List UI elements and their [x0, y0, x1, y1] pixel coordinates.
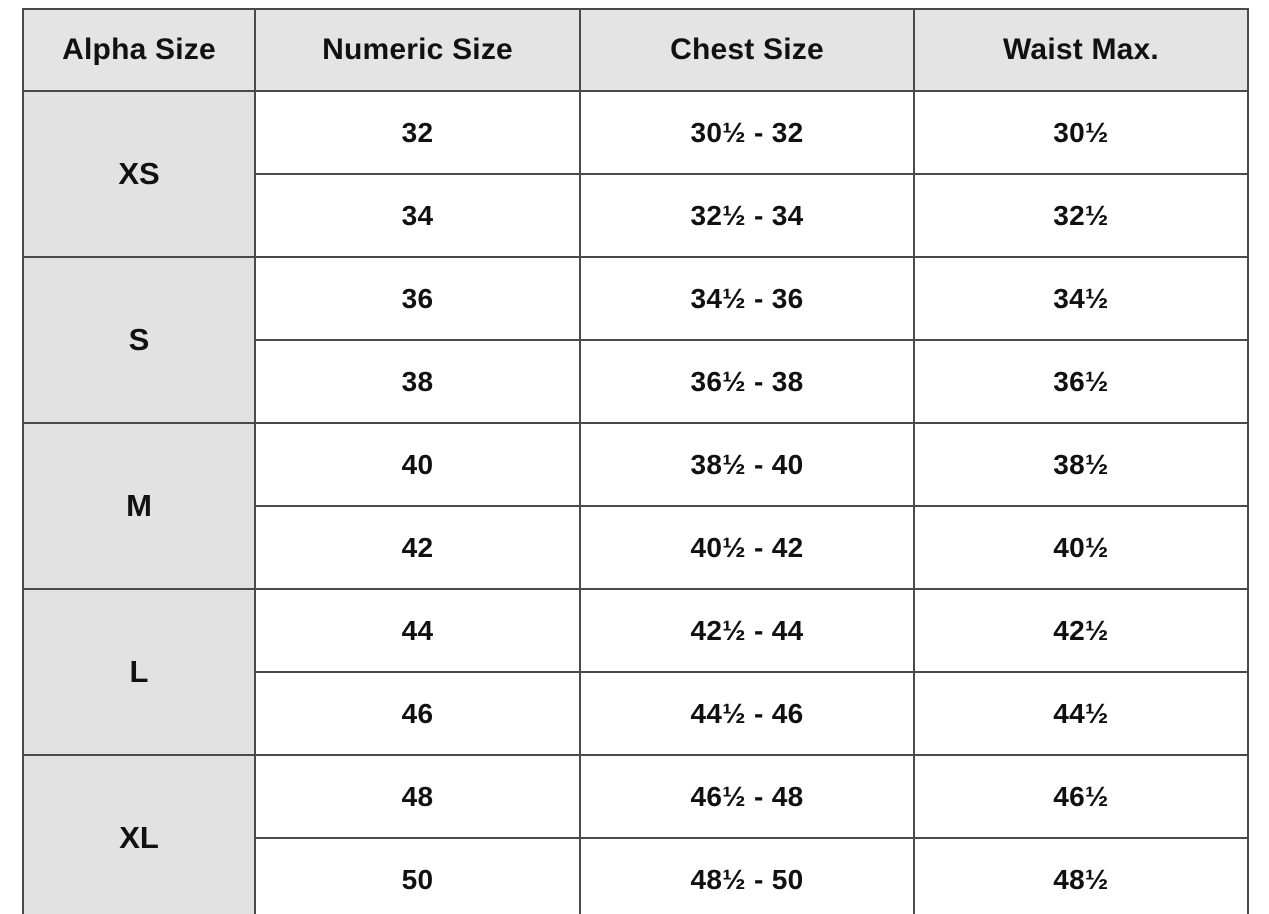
- size-chart-table: [22, 8, 1249, 914]
- numeric-size-cell: 42: [255, 506, 580, 589]
- numeric-size-cell: 36: [255, 257, 580, 340]
- chest-size-cell: 40½ - 42: [580, 506, 914, 589]
- table-row: [23, 755, 1248, 838]
- alpha-size-cell: M: [23, 423, 255, 589]
- column-header-numeric-size: Numeric Size: [255, 9, 580, 91]
- alpha-size-cell: L: [23, 589, 255, 755]
- table-header-row: [23, 9, 1248, 91]
- chest-size-cell: 42½ - 44: [580, 589, 914, 672]
- waist-max-cell: 44½: [914, 672, 1248, 755]
- chest-size-cell: 46½ - 48: [580, 755, 914, 838]
- waist-max-cell: 42½: [914, 589, 1248, 672]
- chest-size-cell: 32½ - 34: [580, 174, 914, 257]
- waist-max-cell: 30½: [914, 91, 1248, 174]
- alpha-size-cell: S: [23, 257, 255, 423]
- alpha-size-cell: XL: [23, 755, 255, 914]
- chest-size-cell: 34½ - 36: [580, 257, 914, 340]
- numeric-size-cell: 38: [255, 340, 580, 423]
- alpha-size-cell: XS: [23, 91, 255, 257]
- waist-max-cell: 36½: [914, 340, 1248, 423]
- waist-max-cell: 46½: [914, 755, 1248, 838]
- column-header-chest-size: Chest Size: [580, 9, 914, 91]
- chest-size-cell: 44½ - 46: [580, 672, 914, 755]
- column-header-waist-max: Waist Max.: [914, 9, 1248, 91]
- waist-max-cell: 32½: [914, 174, 1248, 257]
- waist-max-cell: 38½: [914, 423, 1248, 506]
- waist-max-cell: 48½: [914, 838, 1248, 914]
- numeric-size-cell: 32: [255, 91, 580, 174]
- numeric-size-cell: 34: [255, 174, 580, 257]
- chest-size-cell: 30½ - 32: [580, 91, 914, 174]
- table-row: [23, 589, 1248, 672]
- table-row: [23, 257, 1248, 340]
- numeric-size-cell: 40: [255, 423, 580, 506]
- table-row: [23, 91, 1248, 174]
- numeric-size-cell: 48: [255, 755, 580, 838]
- column-header-alpha-size: Alpha Size: [23, 9, 255, 91]
- table-body: [23, 91, 1248, 914]
- waist-max-cell: 40½: [914, 506, 1248, 589]
- chest-size-cell: 38½ - 40: [580, 423, 914, 506]
- table-header: [23, 9, 1248, 91]
- waist-max-cell: 34½: [914, 257, 1248, 340]
- numeric-size-cell: 50: [255, 838, 580, 914]
- numeric-size-cell: 46: [255, 672, 580, 755]
- table-row: [23, 423, 1248, 506]
- numeric-size-cell: 44: [255, 589, 580, 672]
- chest-size-cell: 48½ - 50: [580, 838, 914, 914]
- chest-size-cell: 36½ - 38: [580, 340, 914, 423]
